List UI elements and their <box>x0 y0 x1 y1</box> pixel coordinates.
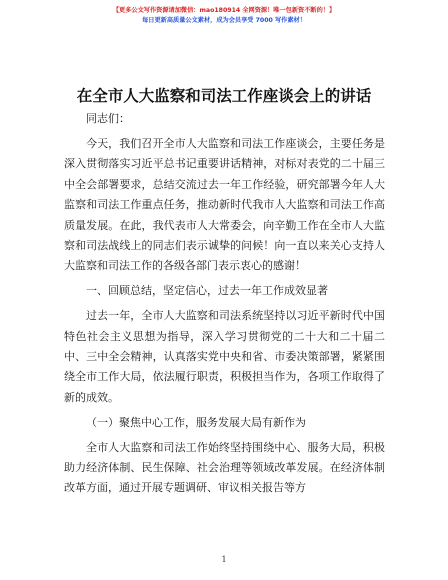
salutation: 同志们： <box>86 112 130 125</box>
promo-banner-line-2: 每日更新高质量公文素材，成为会员享受 7000 写作素材！ <box>142 17 306 24</box>
subsection-heading-1: （一）聚焦中心工作，服务发展大局有新作为 <box>86 415 306 429</box>
paragraph-intro: 今天，我们召开全市人大监察和司法工作座谈会，主要任务是深入贯彻落实习近平总书记重要讲话精神，对标对表党的二十届三中全会部署要求，总结交流过去一年工作经验，研究部署今年人大监察和司法工作重点任务，推动新时代我市人大监察和司法工作高质量发展。在此，我代表市人大常委会，向辛勤工作在全市人大监察和司法战线上的同志们表示诚挚的问候！向一直以来关心支持人大监察和司法工作的各级各部门表示衷心的感谢！ <box>64 136 385 273</box>
promo-banner-line-1: 【更多公文写作资源请加微信：mao180914 全网资源！唯一包新资不断的！】 <box>112 7 336 14</box>
paragraph-center-work: 全市人大监察和司法工作始终坚持围绕中心、服务大局，积极助力经济体制、民生保障、社会治理等领域改革发展。在经济体制改革方面，通过开展专题调研、审议相关报告等方 <box>64 440 385 495</box>
document-body <box>64 109 385 503</box>
document-title: 在全市人大监察和司法工作座谈会上的讲话 <box>76 87 372 105</box>
section-heading-1: 一、回顾总结，坚定信心，过去一年工作成效显著 <box>86 284 328 298</box>
promo-banner <box>0 6 448 26</box>
paragraph-review: 过去一年，全市人大监察和司法系统坚持以习近平新时代中国特色社会主义思想为指导，深入学习贯彻党的二十大和二十届二中、三中全会精神，认真落实党中央和省、市委决策部署，紧紧围绕全市工作大局，依法履行职责，积极担当作为，各项工作取得了新的成效。 <box>64 309 385 404</box>
page-number: 1 <box>221 555 227 564</box>
